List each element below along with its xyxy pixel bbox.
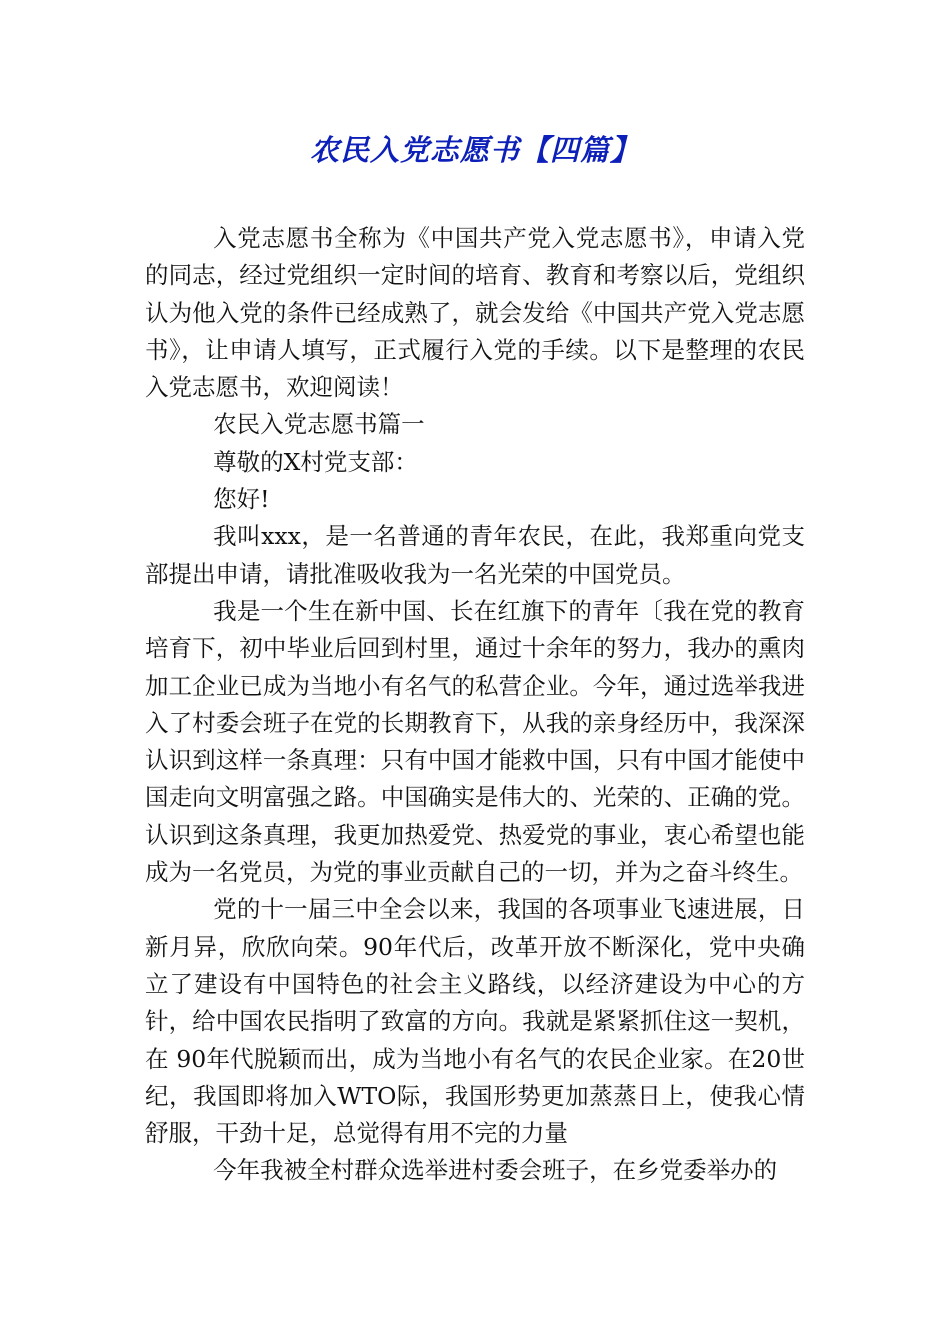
greeting: 您好! — [213, 485, 270, 514]
section-heading: 农民入党志愿书篇一 — [213, 410, 425, 439]
paragraph: 今年我被全村群众选举进村委会班子，在乡党委举办的 — [213, 1156, 778, 1185]
document-title: 农民入党志愿书【四篇】 — [309, 133, 640, 167]
paragraph: 我叫xxx，是一名普通的青年农民，在此，我郑重向党支部提出申请，请批准吸收我为一名光荣的中国党员。 — [145, 522, 805, 588]
paragraph-intro: 入党志愿书全称为《中国共产党入党志愿书》，申请入党的同志，经过党组织一定时间的培育、教育和考察以后，党组织认为他入党的条件已经成熟了，就会发给《中国共产党入党志愿书》，让申请人填写，正式履行入党的手续。以下是整理的农民入党志愿书，欢迎阅读！ — [145, 224, 805, 402]
document-body — [145, 220, 805, 1190]
paragraph: 我是一个生在新中国、长在红旗下的青年〔我在党的教育培育下，初中毕业后回到村里，通过十余年的努力，我办的熏肉加工企业已成为当地小有名气的私营企业。今年，通过选举我进入了村委会班子在党的长期教育下，从我的亲身经历中，我深深认识到这样一条真理：只有中国才能救中国，只有中国才能使中国走向文明富强之路。中国确实是伟大的、光荣的、正确的党。认识到这条真理，我更加热爱党、热爱党的事业，衷心希望也能成为一名党员，为党的事业贡献自己的一切，并为之奋斗终生。 — [145, 596, 805, 887]
paragraph: 党的十一届三中全会以来，我国的各项事业飞速进展，日新月异，欣欣向荣。90年代后，改革开放不断深化，党中央确立了建设有中国特色的社会主义路线，以经济建设为中心的方针，给中国农民指明了致富的方向。我就是紧紧抓住这一契机，在 90年代脱颖而出，成为当地小有名气的农民企业家。在20世纪，我国即将加入WTO际，我国形势更加蒸蒸日上，使我心情舒服，干劲十足，总觉得有用不完的力量 — [145, 895, 805, 1148]
salutation: 尊敬的X村党支部： — [213, 447, 418, 476]
